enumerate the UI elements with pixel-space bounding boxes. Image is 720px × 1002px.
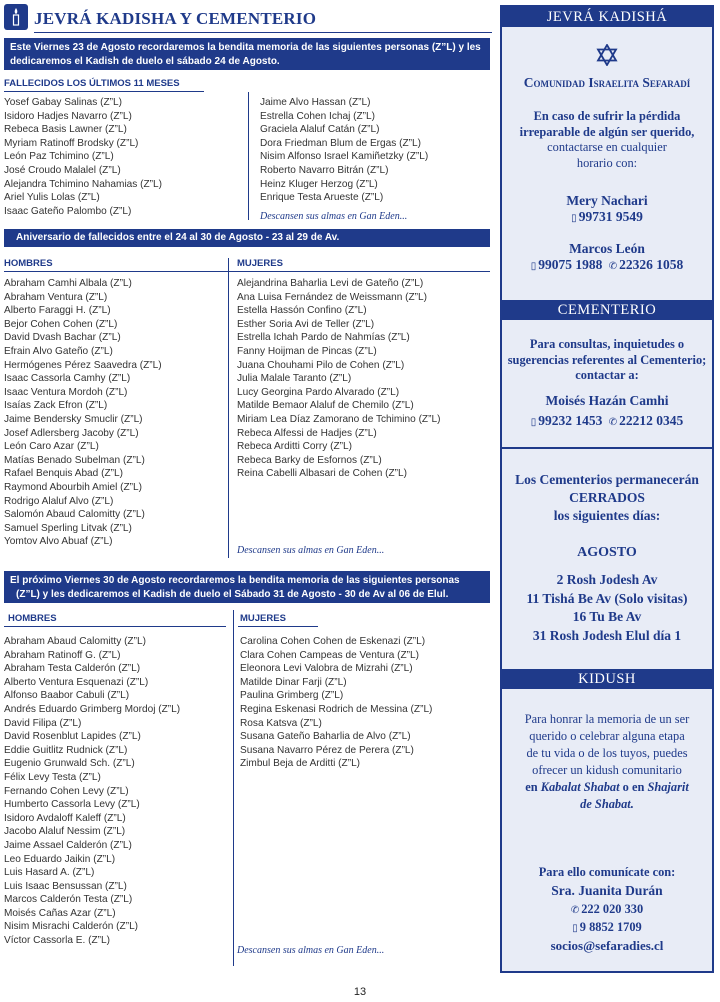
list-item: Graciela Alaluf Catán (Z”L) (260, 124, 380, 136)
list-item: Susana Gateño Baharlia de Alvo (Z”L) (240, 731, 411, 743)
kidush-line: querido o celebrar alguna etapa (529, 729, 685, 743)
list-item: Yomtov Alvo Abuaf (Z”L) (4, 536, 113, 548)
banner-line: dedicaremos el Kadish de duelo el sábado 24 de Agosto. (10, 55, 280, 67)
list-item: Luis Hasard A. (Z”L) (4, 867, 95, 879)
section-divider (238, 626, 318, 627)
banner-line: Aniversario de fallecidos entre el 24 al 30 de Agosto - 23 al 29 de Av. (16, 232, 340, 243)
list-item: Reina Cabelli Albasari de Cohen (Z”L) (237, 468, 407, 480)
contact1-mobile: 99731 9549 (578, 209, 643, 224)
kidush-line: de Shabat. (580, 797, 634, 811)
kidush-line: ofrecer un kidush comunitario (532, 763, 682, 777)
sidebar-title-jevra: JEVRÁ KADISHÁ (502, 7, 712, 27)
list-item: Yosef Gabay Salinas (Z”L) (4, 97, 123, 108)
list-last-11-months-right (260, 96, 428, 205)
banner-line: El próximo Viernes 30 de Agosto recordaremos la bendita memoria de las siguientes personas (10, 575, 460, 586)
list-item: Jacobo Alaluf Nessim (Z”L) (4, 826, 126, 838)
list-item: Abraham Abaud Calomitty (Z”L) (4, 636, 146, 647)
list-item: Efrain Alvo Gateño (Z”L) (4, 345, 113, 357)
section-divider (4, 626, 226, 627)
list-item: Roberto Navarro Bitrán (Z”L) (260, 164, 389, 176)
intro-line: Para consultas, inquietudes o (529, 337, 685, 351)
list-item: Nisim Alfonso Israel Kamiñetzky (Z”L) (260, 151, 429, 163)
list-item: Alejandra Tchimino Nahamias (Z”L) (4, 178, 163, 190)
contact1-name: Mery Nachari (566, 193, 648, 208)
rest-in-peace-note: Descansen sus almas en Gan Eden... (237, 945, 385, 956)
list-item: Bejor Cohen Cohen (Z”L) (4, 318, 118, 330)
list-item: León Paz Tchimino (Z”L) (4, 151, 114, 163)
rest-in-peace-note: Descansen sus almas en Gan Eden... (237, 545, 385, 556)
list-item: Estrella Cohen Ichaj (Z”L) (260, 110, 375, 122)
list-item: Isidoro Hadjes Navarro (Z”L) (4, 110, 132, 122)
kidush-cta: Para ello comunícate con: (538, 865, 676, 879)
phone-icon: ✆ (570, 905, 580, 916)
list-item: Raymond Abourbih Amiel (Z”L) (4, 481, 143, 493)
list-item: Susana Navarro Pérez de Perera (Z”L) (240, 744, 414, 756)
list-item: Regina Eskenasi Rodrich de Messina (Z”L) (240, 703, 433, 715)
list-item: Estella Hassón Confino (Z”L) (237, 305, 367, 317)
men-label: HOMBRES (4, 258, 53, 269)
list-item: Fernando Cohen Levy (Z”L) (4, 785, 129, 797)
list-item: Josef Adlersberg Jacoby (Z”L) (4, 427, 139, 439)
intro-line: contactar a: (575, 368, 639, 382)
list-item: Miriam Lea Díaz Zamorano de Tchimino (Z”L) (237, 413, 441, 425)
list-item: Ana Luisa Fernández de Weissmann (Z”L) (237, 291, 428, 303)
jevra-intro (502, 109, 712, 171)
list-item: David Dvash Bachar (Z”L) (4, 332, 121, 344)
cementerio-contact-name: Moisés Hazán Camhi (545, 393, 669, 408)
list-item: Alberto Faraggi H. (Z”L) (4, 305, 111, 317)
list-item: Juana Chouhami Pilo de Cohen (Z”L) (237, 359, 405, 371)
banner-line: (Z”L) y les dedicaremos el Kadish de duelo el Sábado 31 de Agosto - 30 de Av al 06 de Elul. (16, 588, 449, 600)
sidebar-title-kidush: KIDUSH (502, 669, 712, 689)
list-item: Rebeca Basis Lawner (Z”L) (4, 124, 127, 136)
list-item: Eugenio Grunwald Sch. (Z”L) (4, 758, 135, 770)
list-next-week-men (4, 635, 180, 948)
kidush-line: Para honrar la memoria de un ser (524, 712, 690, 726)
candle-icon (4, 4, 28, 30)
list-item: Andrés Eduardo Grimberg Mordoj (Z”L) (4, 703, 181, 715)
list-anniversary-men (4, 277, 162, 549)
list-item: Lucy Georgina Pardo Alvarado (Z”L) (237, 386, 400, 398)
list-item: Paulina Grimberg (Z”L) (240, 690, 344, 702)
rest-in-peace-note: Descansen sus almas en Gan Eden... (260, 211, 408, 222)
sidebar-title-cementerio: CEMENTERIO (502, 300, 712, 320)
mobile-icon: ▯ (530, 417, 537, 428)
list-item: Jaime Assael Calderón (Z”L) (4, 839, 132, 851)
mobile-icon: ▯ (571, 213, 577, 224)
star-of-david-icon (596, 44, 618, 66)
kidush-contact-name: Sra. Juanita Durán (551, 883, 663, 898)
list-item: Luis Isaac Bensussan (Z”L) (4, 880, 127, 892)
list-item: Estrella Ichah Pardo de Nahmías (Z”L) (237, 332, 410, 344)
list-item: José Croudo Malalel (Z”L) (4, 164, 121, 176)
phone-icon: ✆ (608, 417, 618, 428)
contact2-phone: 22326 1058 (619, 257, 684, 272)
list-item: Esther Soria Avi de Teller (Z”L) (237, 318, 375, 330)
contact2-mobile: 99075 1988 (538, 257, 603, 272)
list-item: Julia Malale Taranto (Z”L) (237, 373, 352, 385)
mobile-icon: ▯ (572, 923, 578, 934)
closed-line: los siguientes días: (553, 508, 661, 523)
closed-line: Los Cementerios permanecerán (515, 472, 699, 487)
list-item: David Rosenblut Lapides (Z”L) (4, 731, 141, 743)
sidebar (500, 5, 714, 973)
kidush-line (502, 779, 712, 796)
list-last-11-months-left (4, 96, 162, 218)
closed-date: 31 Rosh Jodesh Elul día 1 (532, 627, 682, 643)
list-item: Humberto Cassorla Levy (Z”L) (4, 799, 140, 811)
list-item: Isaac Cassorla Camhy (Z”L) (4, 373, 131, 385)
page-header (4, 4, 492, 34)
list-item: Rebeca Alfessi de Hadjes (Z”L) (237, 427, 377, 439)
list-item: Zimbul Beja de Arditti (Z”L) (240, 758, 361, 770)
list-item: Félix Levy Testa (Z”L) (4, 771, 101, 783)
list-item: Abraham Camhi Albala (Z”L) (4, 278, 132, 289)
list-item: Alejandrina Baharlia Levi de Gateño (Z”L) (237, 278, 424, 289)
kadish-banner-23-august (4, 38, 490, 70)
anniversary-banner (4, 229, 490, 247)
page-title: JEVRÁ KADISHA Y CEMENTERIO (34, 9, 317, 28)
list-item: Abraham Testa Calderón (Z”L) (4, 663, 141, 675)
section-divider (4, 91, 204, 92)
kidush-en: en (525, 780, 541, 794)
cementerio-intro (502, 337, 712, 384)
contact1-phones (502, 209, 712, 227)
closed-month: AGOSTO (577, 545, 637, 560)
kidush-o: o en (619, 780, 648, 794)
kidush-mobile: 9 8852 1709 (579, 920, 642, 934)
list-item: Eleonora Levi Valobra de Mizrahi (Z”L) (240, 663, 413, 675)
list-item: David Filipa (Z”L) (4, 717, 82, 729)
list-anniversary-women (237, 277, 440, 481)
kidush-email[interactable]: socios@sefaradies.cl (550, 938, 664, 953)
list-item: Nisim Misrachi Calderón (Z”L) (4, 921, 139, 933)
kidush-text (502, 711, 712, 813)
phone-icon: ✆ (608, 261, 618, 272)
intro-line: En caso de sufrir la pérdida (533, 109, 681, 123)
contact2-phones (502, 257, 712, 275)
closed-notice (502, 471, 712, 525)
list-item: Dora Friedman Blum de Ergas (Z”L) (260, 137, 421, 149)
closed-date: 2 Rosh Jodesh Av (556, 572, 658, 587)
sidebar-divider (502, 447, 712, 449)
list-item: Leo Eduardo Jaikin (Z”L) (4, 853, 116, 865)
closed-dates (502, 571, 712, 645)
list-item: Hermógenes Pérez Saavedra (Z”L) (4, 359, 162, 371)
list-item: Enrique Testa Arueste (Z”L) (260, 192, 384, 204)
closed-date: 16 Tu Be Av (572, 609, 642, 624)
list-item: Rebeca Arditti Corry (Z”L) (237, 441, 352, 453)
header-divider (34, 32, 492, 33)
list-item: Isaac Gateño Palombo (Z”L) (4, 205, 132, 217)
list-item: Matilde Bemaor Alaluf de Chemilo (Z”L) (237, 400, 414, 412)
page-number: 13 (353, 986, 367, 998)
section-divider (4, 271, 490, 272)
intro-line: horario con: (576, 155, 638, 170)
list-item: Myriam Ratinoff Brodsky (Z”L) (4, 137, 139, 149)
cementerio-phone: 22212 0345 (619, 413, 684, 428)
closed-date: 11 Tishá Be Av (Solo visitas) (526, 590, 688, 606)
intro-line: irreparable de algún ser querido, (519, 124, 695, 139)
men-label: HOMBRES (8, 613, 57, 624)
list-item: Víctor Cassorla E. (Z”L) (4, 935, 111, 947)
list-item: Samuel Sperling Litvak (Z”L) (4, 522, 132, 534)
list-item: León Caro Azar (Z”L) (4, 441, 99, 453)
list-item: Isaac Ventura Mordoh (Z”L) (4, 386, 128, 398)
list-item: Jaime Alvo Hassan (Z”L) (260, 97, 371, 108)
kidush-phone-row (502, 902, 712, 919)
list-item: Moisés Cañas Azar (Z”L) (4, 907, 116, 919)
list-next-week-women (240, 635, 432, 771)
list-item: Marcos Calderón Testa (Z”L) (4, 894, 133, 906)
closed-line: CERRADOS (569, 490, 645, 505)
cementerio-phones (502, 413, 712, 431)
kidush-line: de tu vida o de los tuyos, puedes (526, 746, 688, 760)
list-item: Abraham Ventura (Z”L) (4, 291, 108, 303)
list-item: Rosa Katsva (Z”L) (240, 717, 322, 729)
list-item: Clara Cohen Campeas de Ventura (Z”L) (240, 649, 419, 661)
kadish-banner-30-august (4, 571, 490, 603)
list-item: Alfonso Baabor Cabuli (Z”L) (4, 690, 130, 702)
women-label: MUJERES (237, 258, 283, 269)
list-item: Rafael Benquis Abad (Z”L) (4, 468, 123, 480)
list-item: Carolina Cohen Cohen de Eskenazi (Z”L) (240, 636, 426, 647)
list-item: Matilde Dinar Farji (Z”L) (240, 676, 347, 688)
list-item: Rebeca Barky de Esfornos (Z”L) (237, 454, 382, 466)
list-item: Matías Benado Subelman (Z”L) (4, 454, 145, 466)
list-item: Fanny Hoijman de Pincas (Z”L) (237, 345, 377, 357)
list-item: Eddie Guitlitz Rudnick (Z”L) (4, 744, 128, 756)
list-item: Abraham Ratinoff G. (Z”L) (4, 649, 121, 661)
kidush-phone: 222 020 330 (581, 902, 644, 916)
column-divider (233, 610, 234, 966)
section-label-last-11-months: FALLECIDOS LOS ÚLTIMOS 11 MESES (4, 78, 180, 89)
list-item: Ariel Yulis Lolas (Z”L) (4, 192, 100, 204)
list-item: Jaime Bendersky Smuclir (Z”L) (4, 413, 143, 425)
mobile-icon: ▯ (530, 261, 537, 272)
kabalat-shabat: Kabalat Shabat (540, 780, 620, 794)
kidush-mobile-row (502, 920, 712, 937)
intro-line: contactarse en cualquier (547, 140, 667, 154)
list-item: Heinz Kluger Herzog (Z”L) (260, 178, 378, 190)
women-label: MUJERES (240, 613, 286, 624)
column-divider (228, 258, 229, 558)
contact2-name: Marcos León (569, 241, 645, 256)
banner-line: Este Viernes 23 de Agosto recordaremos la bendita memoria de las siguientes personas (Z”L) y les (10, 42, 481, 53)
list-item: Alberto Ventura Esquenazi (Z”L) (4, 676, 149, 688)
shajarit: Shajarit (647, 780, 689, 794)
list-item: Isaías Zack Efron (Z”L) (4, 400, 108, 412)
community-name: Comunidad Israelita Sefaradí (523, 75, 691, 90)
list-item: Rodrigo Alaluf Alvo (Z”L) (4, 495, 114, 507)
column-divider (248, 92, 249, 220)
list-item: Salomón Abaud Calomitty (Z”L) (4, 509, 145, 521)
list-item: Isidoro Avdaloff Kaleff (Z”L) (4, 812, 126, 824)
intro-line: sugerencias referentes al Cementerio; (507, 352, 707, 367)
cementerio-mobile: 99232 1453 (538, 413, 603, 428)
